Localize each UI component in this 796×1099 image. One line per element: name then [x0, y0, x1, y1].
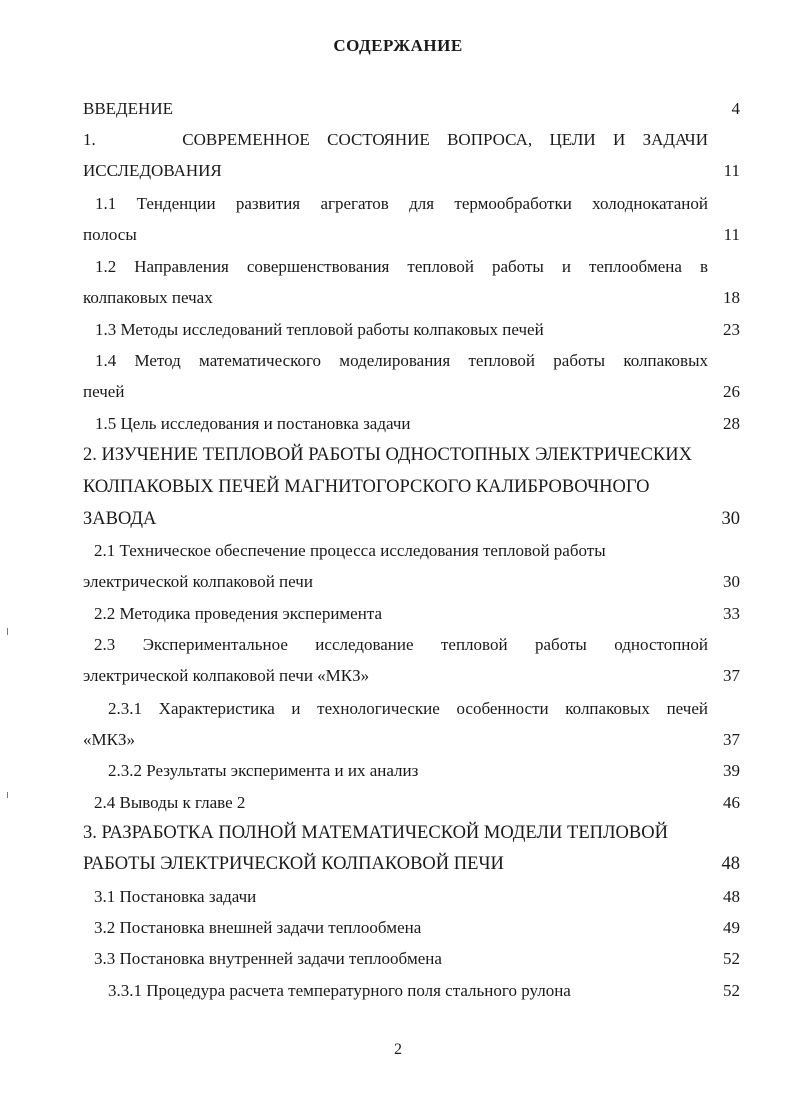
- toc-page-number: 18: [723, 288, 740, 307]
- toc-entry-text: 3.3 Постановка внутренней задачи теплообмена: [94, 949, 442, 968]
- toc-entry-text: 2.1 Техническое обеспечение процесса исследования тепловой работы: [94, 541, 606, 560]
- toc-page-number: 23: [723, 320, 740, 339]
- toc-page-number: 33: [723, 604, 740, 623]
- toc-entry-line: [83, 821, 740, 845]
- toc-entry-line: [83, 223, 740, 247]
- toc-entry-line: [108, 759, 740, 783]
- toc-entry-line: [83, 286, 740, 310]
- toc-page-number: 11: [723, 225, 740, 244]
- toc-entry-text: 2. ИЗУЧЕНИЕ ТЕПЛОВОЙ РАБОТЫ ОДНОСТОПНЫХ ЭЛЕКТРИЧЕСКИХ: [83, 445, 692, 465]
- toc-entry-line: [95, 318, 740, 342]
- toc-page-number: 30: [721, 509, 740, 529]
- toc-page-number: 48: [721, 854, 740, 874]
- toc-entry-text: 1.4 Метод математического моделирования тепловой работы колпаковых: [95, 351, 708, 370]
- toc-entry-text: 1.2 Направления совершенствования тепловой работы и теплообмена в: [95, 257, 708, 276]
- toc-entry-line: [108, 979, 740, 1003]
- toc-entry-line: [94, 539, 740, 563]
- toc-entry-line: [94, 947, 740, 971]
- toc-page-number: 48: [723, 887, 740, 906]
- toc-entry-line: [94, 791, 740, 815]
- toc-entry-text: «МКЗ»: [83, 730, 135, 749]
- toc-entry-line: [83, 570, 740, 594]
- toc-entry-line: [94, 885, 740, 909]
- page-number: 2: [394, 1041, 402, 1058]
- toc-page-number: 52: [723, 981, 740, 1000]
- toc-entry-line: [83, 380, 740, 404]
- toc-entry-text: ВВЕДЕНИЕ: [83, 99, 173, 118]
- toc-page-number: 28: [723, 414, 740, 433]
- toc-page-number: 11: [723, 161, 740, 180]
- toc-page-number: 37: [723, 666, 740, 685]
- toc-title: СОДЕРЖАНИЕ: [333, 36, 463, 55]
- toc-entry-text: 2.2 Методика проведения эксперимента: [94, 604, 383, 623]
- toc-page-number: 30: [723, 572, 740, 591]
- toc-entry-line: [95, 255, 740, 279]
- toc-page-number: 37: [723, 730, 740, 749]
- toc-entry-text: ИССЛЕДОВАНИЯ: [83, 161, 222, 180]
- toc-entry-text: КОЛПАКОВЫХ ПЕЧЕЙ МАГНИТОГОРСКОГО КАЛИБРОВОЧНОГО: [83, 477, 650, 497]
- toc-entry-text: электрической колпаковой печи: [83, 572, 313, 591]
- toc-entry-text: 1.3 Методы исследований тепловой работы колпаковых печей: [95, 320, 544, 339]
- toc-page-number: 39: [723, 761, 740, 780]
- toc-entry-line: [83, 97, 740, 121]
- toc-entry-text: ЗАВОДА: [83, 509, 157, 529]
- toc-entry-text: колпаковых печах: [83, 288, 213, 307]
- toc-page-number: 49: [723, 918, 740, 937]
- toc-entry-line: [95, 412, 740, 436]
- toc-entry-text: полосы: [83, 225, 137, 244]
- toc-entry-line: [108, 697, 740, 721]
- toc-entry-text: 3. РАЗРАБОТКА ПОЛНОЙ МАТЕМАТИЧЕСКОЙ МОДЕЛИ ТЕПЛОВОЙ: [83, 823, 668, 843]
- toc-entry-text: 3.1 Постановка задачи: [94, 887, 257, 906]
- toc-entry-text: 1.5 Цель исследования и постановка задачи: [95, 414, 411, 433]
- toc-entry-line: [83, 507, 740, 531]
- toc-entry-text: 1. СОВРЕМЕННОЕ СОСТОЯНИЕ ВОПРОСА, ЦЕЛИ И ЗАДАЧИ: [83, 130, 708, 149]
- toc-entry-text: электрической колпаковой печи «МКЗ»: [83, 666, 370, 685]
- toc-page-number: 52: [723, 949, 740, 968]
- toc-entry-line: [94, 602, 740, 626]
- toc-page-number: 46: [723, 793, 740, 812]
- toc-entry-line: [83, 664, 740, 688]
- toc-entry-line: [83, 475, 740, 499]
- toc-page-number: 4: [731, 99, 740, 118]
- scan-mark: [7, 628, 8, 635]
- toc-entry-line: [83, 128, 740, 152]
- toc-entry-text: 2.4 Выводы к главе 2: [94, 793, 246, 812]
- toc-page-number: 26: [723, 382, 740, 401]
- toc-entry-text: печей: [83, 382, 125, 401]
- toc-entry-text: 2.3 Экспериментальное исследование тепловой работы одностопной: [94, 635, 708, 654]
- toc-entry-line: [95, 349, 740, 373]
- toc-entry-line: [83, 728, 740, 752]
- toc-entry-text: 2.3.2 Результаты эксперимента и их анализ: [108, 761, 419, 780]
- toc-entry-text: РАБОТЫ ЭЛЕКТРИЧЕСКОЙ КОЛПАКОВОЙ ПЕЧИ: [83, 854, 504, 874]
- toc-entry-line: [83, 852, 740, 876]
- toc-entry-text: 3.2 Постановка внешней задачи теплообмена: [94, 918, 422, 937]
- toc-entry-line: [83, 443, 740, 467]
- toc-entry-line: [94, 633, 740, 657]
- toc-entry-text: 3.3.1 Процедура расчета температурного поля стального рулона: [108, 981, 571, 1000]
- toc-entry-line: [83, 159, 740, 183]
- toc-entry-text: 1.1 Тенденции развития агрегатов для термообработки холоднокатаной: [95, 194, 708, 213]
- toc-entry-text: 2.3.1 Характеристика и технологические особенности колпаковых печей: [108, 699, 708, 718]
- toc-entry-line: [94, 916, 740, 940]
- scan-mark: [7, 792, 8, 798]
- toc-entry-line: [95, 192, 740, 216]
